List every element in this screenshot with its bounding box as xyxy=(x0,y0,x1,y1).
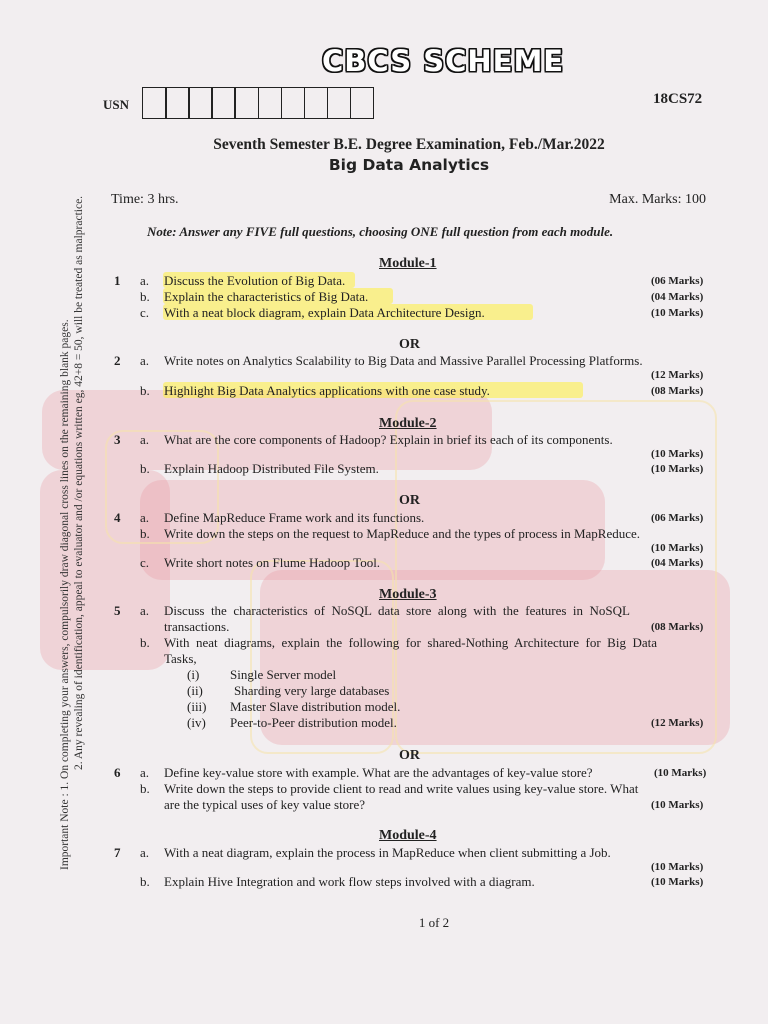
question-number: 5 xyxy=(114,603,121,618)
question-text: Define MapReduce Frame work and its functions. xyxy=(164,510,425,525)
marks-label: (06 Marks) xyxy=(651,512,704,524)
marks-label: (10 Marks) xyxy=(651,861,704,873)
or-divider: OR xyxy=(399,748,420,763)
question-number: 2 xyxy=(114,353,121,368)
module-3-heading: Module-3 xyxy=(379,587,437,602)
page-number: 1 of 2 xyxy=(418,915,450,930)
or-divider: OR xyxy=(399,493,420,508)
usn-cell xyxy=(211,87,236,119)
module-1-heading: Module-1 xyxy=(379,256,437,271)
part-label: a. xyxy=(140,353,150,368)
usn-cell xyxy=(258,87,283,119)
part-label: b. xyxy=(140,461,150,476)
scheme-logo: CBCS SCHEME xyxy=(322,44,565,78)
question-text: Write down the steps on the request to MapReduce and the types of process in MapReduce. xyxy=(164,526,641,541)
sub-item-text: Sharding very large databases xyxy=(234,683,390,698)
sub-item-text: Peer-to-Peer distribution model. xyxy=(230,715,397,730)
sub-item-number: (i) xyxy=(187,667,200,682)
course-code: 18CS72 xyxy=(653,91,703,107)
part-label: b. xyxy=(140,526,150,541)
question-text: With a neat diagram, explain the process in MapReduce when client submitting a Job. xyxy=(164,845,611,860)
marks-label: (10 Marks) xyxy=(651,448,704,460)
marks-label: (06 Marks) xyxy=(651,275,704,287)
part-label: b. xyxy=(140,874,150,889)
question-text: Explain Hadoop Distributed File System. xyxy=(164,461,379,476)
side-note xyxy=(58,196,86,870)
usn-cell xyxy=(142,87,167,119)
question-text: With a neat block diagram, explain Data Architecture Design. xyxy=(164,305,485,320)
marks-label: (04 Marks) xyxy=(651,557,704,569)
question-text: Define key-value store with example. What are the advantages of key-value store? xyxy=(164,765,593,780)
question-text: Highlight Big Data Analytics applications with one case study. xyxy=(164,383,490,398)
question-text-cont: Tasks, xyxy=(164,651,197,666)
part-label: c. xyxy=(140,305,150,320)
marks-label: (12 Marks) xyxy=(651,717,704,729)
marks-label: (10 Marks) xyxy=(651,463,704,475)
question-text: With neat diagrams, explain the following for shared-Nothing Architecture for Big Data xyxy=(164,635,657,650)
question-text: Explain Hive Integration and work flow steps involved with a diagram. xyxy=(164,874,535,889)
marks-label: (08 Marks) xyxy=(651,385,704,397)
marks-label: (10 Marks) xyxy=(654,767,707,779)
question-text: Discuss the Evolution of Big Data. xyxy=(164,273,346,288)
part-label: b. xyxy=(140,383,150,398)
usn-cell xyxy=(327,87,352,119)
side-note-line-1: Important Note : 1. On completing your answers, compulsorily draw diagonal cross lines on the remaining blank pages. xyxy=(59,319,71,870)
question-text: Write short notes on Flume Hadoop Tool. xyxy=(164,555,381,570)
question-text: Explain the characteristics of Big Data. xyxy=(164,289,369,304)
part-label: a. xyxy=(140,603,150,618)
part-label: a. xyxy=(140,273,150,288)
question-number: 6 xyxy=(114,765,121,780)
sub-item-text: Master Slave distribution model. xyxy=(230,699,401,714)
time-allowed: Time: 3 hrs. xyxy=(111,192,179,207)
question-text: Discuss the characteristics of NoSQL data store along with the features in NoSQL xyxy=(164,603,630,618)
exam-title: Seventh Semester B.E. Degree Examination, Feb./Mar.2022 xyxy=(213,136,605,153)
part-label: b. xyxy=(140,289,150,304)
usn-label: USN xyxy=(103,97,130,112)
marks-label: (12 Marks) xyxy=(651,369,704,381)
module-4-heading: Module-4 xyxy=(379,828,437,843)
part-label: b. xyxy=(140,635,150,650)
part-label: a. xyxy=(140,432,150,447)
usn-cell xyxy=(165,87,190,119)
question-text-cont: are the typical uses of key value store? xyxy=(164,797,366,812)
usn-cell xyxy=(234,87,259,119)
question-text: What are the core components of Hadoop? Explain in brief its each of its components. xyxy=(164,432,613,447)
sub-item-number: (iii) xyxy=(187,699,207,714)
question-number: 7 xyxy=(114,845,121,860)
part-label: a. xyxy=(140,765,150,780)
part-label: c. xyxy=(140,555,150,570)
usn-cell xyxy=(188,87,213,119)
usn-cell xyxy=(350,87,375,119)
marks-label: (04 Marks) xyxy=(651,291,704,303)
subject-title: Big Data Analytics xyxy=(328,156,490,174)
question-text: Write down the steps to provide client to read and write values using key-value store. What xyxy=(164,781,639,796)
instructions-note: Note: Answer any FIVE full questions, choosing ONE full question from each module. xyxy=(147,224,614,239)
marks-label: (10 Marks) xyxy=(651,799,704,811)
question-number: 1 xyxy=(114,273,121,288)
question-text-cont: transactions. xyxy=(164,619,230,634)
side-note-line-2: 2. Any revealing of identification, appeal to evaluator and /or equations written eg, 42+8 = 50, will be treated as malpractice. xyxy=(73,195,85,770)
max-marks: Max. Marks: 100 xyxy=(609,192,706,207)
sub-item-number: (ii) xyxy=(187,683,203,698)
marks-label: (10 Marks) xyxy=(651,307,704,319)
marks-label: (08 Marks) xyxy=(651,621,704,633)
question-number: 4 xyxy=(114,510,121,525)
sub-item-text: Single Server model xyxy=(230,667,337,682)
usn-cell xyxy=(281,87,306,119)
sub-item-number: (iv) xyxy=(187,715,206,730)
usn-cell xyxy=(304,87,329,119)
module-2-heading: Module-2 xyxy=(379,416,437,431)
marks-label: (10 Marks) xyxy=(651,542,704,554)
question-text: Write notes on Analytics Scalability to Big Data and Massive Parallel Processing Platforms. xyxy=(164,353,643,368)
question-number: 3 xyxy=(114,432,121,447)
part-label: a. xyxy=(140,510,150,525)
or-divider: OR xyxy=(399,337,420,352)
part-label: b. xyxy=(140,781,150,796)
usn-boxes xyxy=(142,87,373,119)
part-label: a. xyxy=(140,845,150,860)
marks-label: (10 Marks) xyxy=(651,876,704,888)
